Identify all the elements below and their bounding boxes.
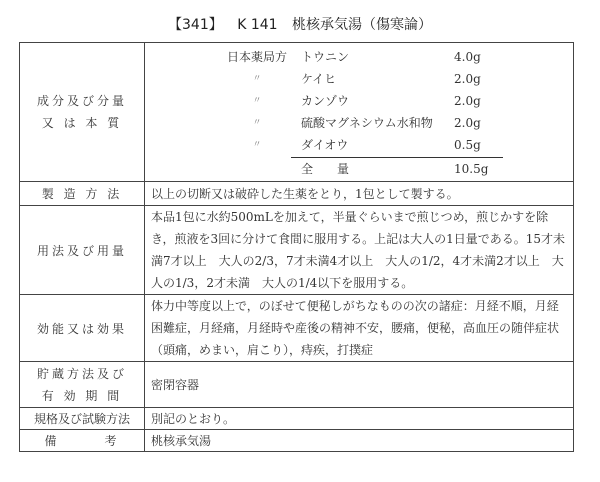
efficacy-text: 体力中等度以上で，のぼせて便秘しがちなものの次の諸症：月経不順，月経困難症，月経痛，月経時や産後の精神不安，腰痛，便秘，高血圧の随伴症状（頭痛，めまい，肩こり），痔疾，打撲症 bbox=[145, 295, 574, 362]
spec-text: 別記のとおり。 bbox=[145, 408, 574, 430]
ingredient-amount: 2.0g bbox=[454, 72, 481, 86]
ingredients-cell bbox=[145, 43, 574, 182]
spec-row bbox=[20, 408, 574, 430]
title-number: 【341】 bbox=[168, 17, 223, 33]
ingredient-name: トウニン bbox=[301, 50, 350, 64]
efficacy-row bbox=[20, 295, 574, 362]
remarks-label: 備 考 bbox=[20, 430, 145, 452]
label-line: 又 は 本 質 bbox=[41, 116, 123, 130]
ingredient-amount: 0.5g bbox=[454, 138, 481, 152]
dosage-text: 本品1包に水約500mLを加えて，半量ぐらいまで煎じつめ，煎じかすを除き，煎液を3回に分けて食間に服用する。上記は大人の1日量である。15才未満7才以上 大人の2/3，7才未満4才以上 大人の1/2，4才未満2才以上 大人の1/3，2才未満 大人の1/4以下を服用する。 bbox=[145, 206, 574, 295]
ingredient-row bbox=[151, 91, 567, 111]
ingredient-row bbox=[151, 69, 567, 89]
document-title bbox=[0, 14, 600, 34]
ingredient-amount: 2.0g bbox=[454, 94, 481, 108]
title-code: K 141 bbox=[237, 17, 278, 33]
total-label: 全 量 bbox=[301, 162, 350, 176]
total-underline bbox=[291, 157, 503, 158]
storage-text: 密閉容器 bbox=[145, 362, 574, 408]
ingredient-row bbox=[151, 47, 567, 67]
remarks-text: 桃核承気湯 bbox=[145, 430, 574, 452]
efficacy-label: 効能又は効果 bbox=[20, 295, 145, 362]
ingredient-name: ダイオウ bbox=[301, 138, 349, 152]
ingredient-source: 日本薬局方 bbox=[226, 50, 287, 64]
ingredient-name: 硫酸マグネシウム水和物 bbox=[301, 116, 433, 130]
ingredient-source: 〃 bbox=[252, 74, 262, 84]
total-amount: 10.5g bbox=[454, 162, 489, 176]
ingredient-source: 〃 bbox=[252, 140, 262, 150]
ingredient-source: 〃 bbox=[252, 118, 262, 128]
storage-row bbox=[20, 362, 574, 408]
ingredient-amount: 4.0g bbox=[454, 50, 481, 64]
storage-label bbox=[20, 362, 145, 408]
manufacture-label: 製 造 方 法 bbox=[20, 182, 145, 206]
ingredient-source: 〃 bbox=[252, 96, 262, 106]
label-line: 貯蔵方法及び bbox=[36, 366, 127, 381]
ingredients-row bbox=[20, 43, 574, 182]
label-line: 有 効 期 間 bbox=[41, 388, 123, 403]
label-line: 成分及び分量 bbox=[36, 94, 127, 108]
total-row bbox=[151, 159, 567, 179]
manufacture-text: 以上の切断又は破砕した生薬をとり，1包として製する。 bbox=[145, 182, 574, 206]
manufacture-row bbox=[20, 182, 574, 206]
formula-table bbox=[19, 42, 574, 452]
ingredient-row bbox=[151, 113, 567, 133]
remarks-row bbox=[20, 430, 574, 452]
ingredient-row bbox=[151, 135, 567, 155]
ingredients-label bbox=[20, 43, 145, 182]
dosage-label: 用法及び用量 bbox=[20, 206, 145, 295]
dosage-row bbox=[20, 206, 574, 295]
title-name: 桃核承気湯（傷寒論） bbox=[292, 17, 432, 33]
ingredient-name: カンゾウ bbox=[301, 94, 350, 108]
ingredient-name: ケイヒ bbox=[301, 72, 337, 86]
ingredient-amount: 2.0g bbox=[454, 116, 481, 130]
spec-label: 規格及び試験方法 bbox=[20, 408, 145, 430]
